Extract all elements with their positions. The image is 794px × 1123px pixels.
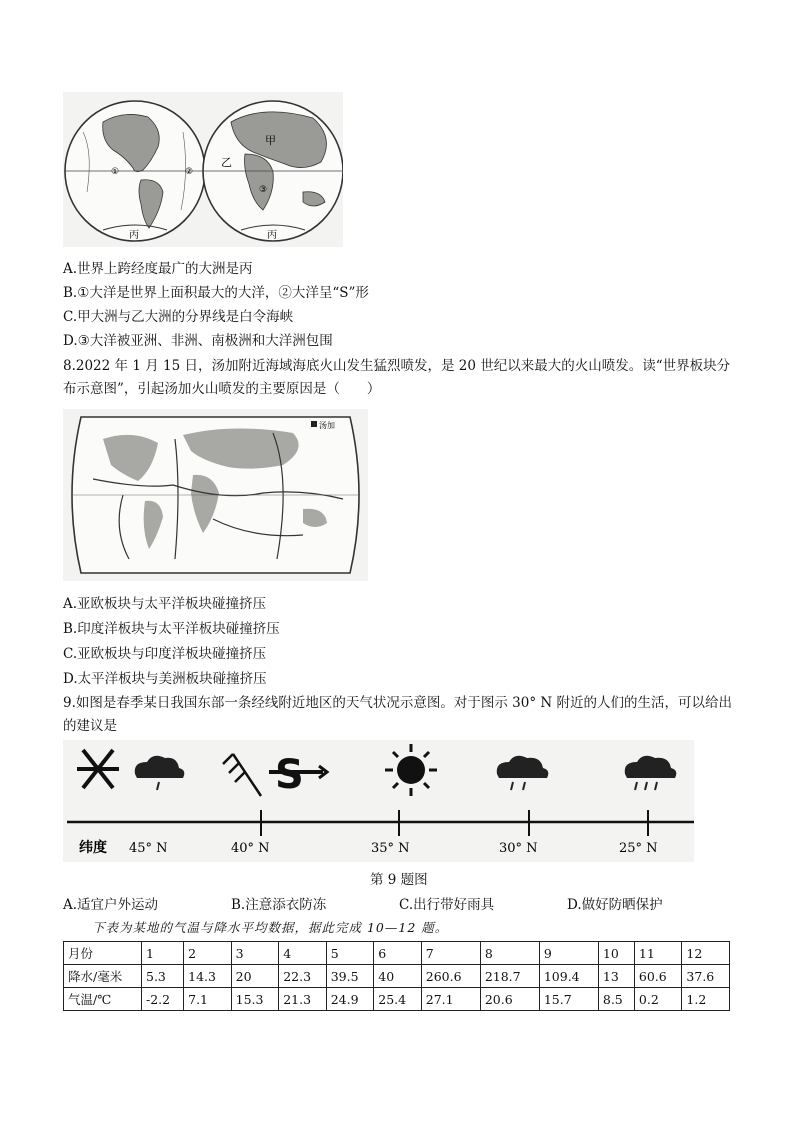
q8-option-c: C.亚欧板块与印度洋板块碰撞挤压	[63, 646, 267, 662]
table-cell: 10	[598, 942, 634, 965]
sandstorm-icon	[269, 752, 327, 798]
table-cell: 1	[142, 942, 184, 965]
table-cell: 4	[279, 942, 327, 965]
snow-icon	[77, 750, 119, 788]
q9-option-c: C.出行带好雨具	[399, 897, 495, 913]
tick-30n: 30° N	[499, 841, 538, 856]
table-row-header	[64, 942, 730, 965]
hemispheres-map	[63, 92, 343, 247]
table-cell: 20.6	[480, 988, 539, 1011]
light-rain-icon	[135, 756, 185, 790]
table-cell: 60.6	[634, 965, 682, 988]
ocean-marker-2: ②	[185, 167, 194, 177]
table-cell: 7.1	[184, 988, 232, 1011]
tick-45n: 45° N	[129, 841, 168, 856]
table-cell: 40	[374, 965, 422, 988]
table-cell: 8	[480, 942, 539, 965]
plate-map-drawing	[63, 409, 368, 581]
table-cell: 降水/毫米	[64, 965, 142, 988]
table-cell: 21.3	[279, 988, 327, 1011]
table-cell: 25.4	[374, 988, 422, 1011]
table-cell: 37.6	[682, 965, 730, 988]
heavy-rain-icon	[625, 756, 677, 790]
table-cell: 22.3	[279, 965, 327, 988]
table-cell: 27.1	[421, 988, 480, 1011]
label-bing-west: 丙	[129, 230, 139, 241]
table-cell: 5.3	[142, 965, 184, 988]
table-cell: 8.5	[598, 988, 634, 1011]
q7-option-a: A.世界上跨经度最广的大洲是丙	[63, 261, 253, 277]
q8-stem: 8.2022 年 1 月 15 日，汤加附近海域海底火山发生猛烈喷发，是 20 世纪以来最大的火山喷发。读“世界板块分布示意图”，引起汤加火山喷发的主要原因是（ ）	[63, 358, 731, 397]
table-cell: 39.5	[326, 965, 374, 988]
hemispheres-map-drawing	[63, 92, 343, 247]
table-cell: 15.7	[539, 988, 598, 1011]
table-row-temperature	[64, 988, 730, 1011]
table-cell: 月份	[64, 942, 142, 965]
q7-option-d: D.③大洋被亚洲、非洲、南极洲和大洋洲包围	[63, 333, 333, 349]
q9-option-a: A.适宜户外运动	[63, 897, 159, 913]
q9-option-b: B.注意添衣防冻	[231, 897, 327, 913]
table-cell: 13	[598, 965, 634, 988]
table-cell: 24.9	[326, 988, 374, 1011]
table-cell: 260.6	[421, 965, 480, 988]
svg-text:S: S	[275, 752, 304, 798]
q9-option-d: D.做好防晒保护	[567, 897, 663, 913]
q7-option-b: B.①大洋是世界上面积最大的大洋，②大洋呈“S”形	[63, 285, 369, 301]
plate-map	[63, 409, 368, 581]
table-cell: 14.3	[184, 965, 232, 988]
weather-diagram-drawing	[63, 740, 694, 862]
table-cell: 气温/℃	[64, 988, 142, 1011]
climate-table	[63, 941, 730, 1011]
table-cell: 9	[539, 942, 598, 965]
table-cell: 7	[421, 942, 480, 965]
label-bing-east: 丙	[267, 230, 277, 241]
q8-option-a: A.亚欧板块与太平洋板块碰撞挤压	[63, 596, 267, 612]
sunny-icon	[385, 744, 437, 796]
table-cell: 20	[231, 965, 279, 988]
tick-40n: 40° N	[231, 841, 270, 856]
label-jia: 甲	[265, 134, 276, 147]
table-cell: -2.2	[142, 988, 184, 1011]
ocean-marker-3: ③	[259, 185, 268, 195]
table-cell: 218.7	[480, 965, 539, 988]
table-cell: 1.2	[682, 988, 730, 1011]
latitude-axis-label: 纬度	[79, 840, 107, 856]
table-intro: 下表为某地的气温与降水平均数据，据此完成 10—12 题。	[92, 920, 449, 935]
table-cell: 0.2	[634, 988, 682, 1011]
table-cell: 5	[326, 942, 374, 965]
table-cell: 12	[682, 942, 730, 965]
table-cell: 3	[231, 942, 279, 965]
q8-option-d: D.太平洋板块与美洲板块碰撞挤压	[63, 671, 267, 687]
table-cell: 6	[374, 942, 422, 965]
label-yi: 乙	[221, 156, 232, 169]
q9-caption: 第 9 题图	[370, 872, 428, 888]
table-cell: 2	[184, 942, 232, 965]
table-row-precipitation	[64, 965, 730, 988]
tonga-label: 汤加	[319, 421, 335, 430]
rain-icon	[497, 756, 549, 790]
wind-icon	[223, 754, 261, 796]
table-cell: 109.4	[539, 965, 598, 988]
tick-35n: 35° N	[371, 841, 410, 856]
table-cell: 15.3	[231, 988, 279, 1011]
q8-option-b: B.印度洋板块与太平洋板块碰撞挤压	[63, 621, 280, 637]
tick-25n: 25° N	[619, 841, 658, 856]
q7-option-c: C.甲大洲与乙大洲的分界线是白令海峡	[63, 309, 294, 325]
q9-stem: 9.如图是春季某日我国东部一条经线附近地区的天气状况示意图。对于图示 30° N 附近的人们的生活，可以给出的建议是	[63, 695, 732, 734]
ocean-marker-1: ①	[111, 167, 120, 177]
table-cell: 11	[634, 942, 682, 965]
weather-diagram	[63, 740, 694, 862]
